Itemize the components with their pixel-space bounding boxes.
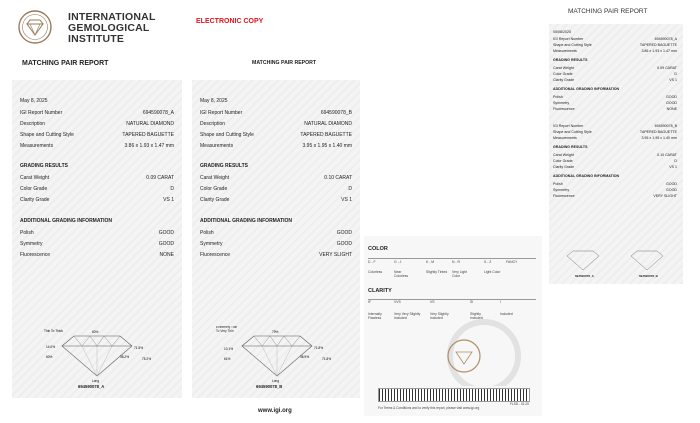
form-code: FLSD - 01.20 xyxy=(510,402,529,406)
color-scale-line xyxy=(368,258,536,259)
report-a-description-label: Description xyxy=(20,121,46,127)
right-b-color: D xyxy=(674,159,677,163)
report-b-panel xyxy=(192,80,360,398)
color-grade-1: D - F xyxy=(368,260,376,264)
right-a-report-label: IGI Report Number xyxy=(553,37,584,41)
right-b-clarity: VS 1 xyxy=(669,165,677,169)
matching-pair-title: MATCHING PAIR REPORT xyxy=(22,60,109,67)
report-a-number-label: IGI Report Number xyxy=(20,110,63,116)
right-b-meas-label: Measurements xyxy=(553,136,577,140)
website-link[interactable]: www.igi.org xyxy=(258,408,292,414)
clarity-grade-5: I xyxy=(500,300,501,304)
color-desc-4: Very Light Color xyxy=(452,270,468,278)
report-b-girdle-note: Extremely Thin To Very Thin xyxy=(216,326,238,333)
report-a-polish: GOOD xyxy=(158,230,174,236)
report-b-pct6: 71.8% xyxy=(322,357,332,361)
right-a-report: 694590078_A xyxy=(654,37,677,41)
report-a-polish-label: Polish xyxy=(20,230,34,236)
brand-line-2: GEMOLOGICAL xyxy=(68,22,150,34)
report-a-shape-label: Shape and Cutting Style xyxy=(20,132,74,138)
report-b-fluorescence-label: Fluorescence xyxy=(200,252,231,258)
report-b-carat: 0.10 CARAT xyxy=(324,175,352,181)
report-a-clarity-label: Clarity Grade xyxy=(20,197,50,203)
clarity-desc-4: Slightly Included xyxy=(470,312,483,320)
clarity-desc-5: Included xyxy=(500,312,513,316)
clarity-desc-1: Internally Flawless xyxy=(368,312,382,320)
clarity-grade-2: VVS xyxy=(394,300,401,304)
report-b-number: 694590078_B xyxy=(320,110,352,116)
right-a-carat: 0.09 CARAT xyxy=(657,66,677,70)
right-a-sym: GOOD xyxy=(666,101,677,105)
report-a-proportion-diagram xyxy=(42,324,152,386)
report-a-symmetry: GOOD xyxy=(158,241,174,247)
right-a-carat-label: Carat Weight xyxy=(553,66,574,70)
clarity-grade-3: VS xyxy=(430,300,435,304)
report-a-color: D xyxy=(170,186,174,192)
right-b-report-label: IGI Report Number xyxy=(553,124,584,128)
barcode xyxy=(378,388,530,402)
report-a-carat: 0.09 CARAT xyxy=(146,175,174,181)
igi-seal-icon xyxy=(434,306,534,386)
right-a-flu: NONE xyxy=(666,107,677,111)
right-b-clarity-label: Clarity Grade xyxy=(553,165,575,169)
right-b-flu: VERY SLIGHT xyxy=(653,194,677,198)
right-copy-title: MATCHING PAIR REPORT xyxy=(568,8,648,15)
report-a-carat-label: Carat Weight xyxy=(20,175,50,181)
right-b-meas: 3.95 x 1.95 x 1.40 mm xyxy=(641,136,677,140)
right-b-carat: 0.10 CARAT xyxy=(657,153,677,157)
report-b-description-label: Description xyxy=(200,121,226,127)
right-b-color-label: Color Grade xyxy=(553,159,573,163)
report-b-polish: GOOD xyxy=(336,230,352,236)
report-a-grading-header: GRADING RESULTS xyxy=(20,163,68,169)
right-a-additional-header: ADDITIONAL GRADING INFORMATION xyxy=(553,87,620,91)
report-a-symmetry-label: Symmetry xyxy=(20,241,43,247)
brand-line-1: INTERNATIONAL xyxy=(68,11,156,23)
right-b-carat-label: Carat Weight xyxy=(553,153,574,157)
color-desc-1: Colorless xyxy=(368,270,383,274)
certificate-sheet xyxy=(6,4,547,418)
right-a-clarity: VS 1 xyxy=(669,78,677,82)
right-a-meas-label: Measurements xyxy=(553,49,577,53)
color-desc-2: Near Colorless xyxy=(394,270,409,278)
right-b-report: 694590078_B xyxy=(654,124,677,128)
clarity-desc-3: Very Slightly Included xyxy=(430,312,449,320)
report-a-pct2: 71.5% xyxy=(134,346,144,350)
report-a-measurements-label: Measurements xyxy=(20,143,54,149)
right-a-sym-label: Symmetry xyxy=(553,101,570,105)
report-b-clarity: VS 1 xyxy=(341,197,352,203)
clarity-desc-2: Very Very Slightly Included xyxy=(394,312,421,320)
report-b-polish-label: Polish xyxy=(200,230,214,236)
report-a-pct1: 60% xyxy=(92,330,99,334)
right-b-shape-label: Shape and Cutting Style xyxy=(553,130,592,134)
report-a-diagram-caption: 694590078_A xyxy=(78,384,105,389)
report-b-date: May 8, 2025 xyxy=(200,98,228,104)
report-a-date: May 8, 2025 xyxy=(20,98,48,104)
report-a-fluorescence-label: Fluorescence xyxy=(20,252,51,258)
right-b-flu-label: Fluorescence xyxy=(553,194,575,198)
color-desc-3: Slightly Tinted xyxy=(426,270,448,274)
report-b-color: D xyxy=(348,186,352,192)
report-a-girdle-note: Thin To Thick xyxy=(44,329,63,333)
report-b-carat-label: Carat Weight xyxy=(200,175,230,181)
right-a-polish-label: Polish xyxy=(553,95,563,99)
right-a-flu-label: Fluorescence xyxy=(553,107,575,111)
report-b-shape-label: Shape and Cutting Style xyxy=(200,132,254,138)
report-a-description: NATURAL DIAMOND xyxy=(126,121,174,127)
report-a-fluorescence: NONE xyxy=(159,252,174,258)
report-b-number-label: IGI Report Number xyxy=(200,110,243,116)
report-b-additional-header: ADDITIONAL GRADING INFORMATION xyxy=(200,218,293,224)
right-a-polish: GOOD xyxy=(666,95,677,99)
color-grade-3: K - M xyxy=(426,260,435,264)
right-b-sym: GOOD xyxy=(666,188,677,192)
brand-line-3: INSTITUTE xyxy=(68,33,125,45)
scales-panel xyxy=(364,236,542,416)
report-a-long: Long xyxy=(92,379,100,383)
color-scale-title: COLOR xyxy=(368,246,388,252)
clarity-grade-1: IF xyxy=(368,300,372,304)
right-a-color-label: Color Grade xyxy=(553,72,573,76)
right-a-shape-label: Shape and Cutting Style xyxy=(553,43,592,47)
report-b-fluorescence: VERY SLIGHT xyxy=(319,252,352,258)
igi-logo-icon xyxy=(18,10,52,44)
right-diagrams xyxy=(559,246,677,276)
color-desc-5: Light Color xyxy=(484,270,501,274)
report-a-measurements: 3.86 x 1.93 x 1.47 mm xyxy=(124,143,174,149)
report-b-pct4: 10.1% xyxy=(224,347,234,351)
report-b-diagram-caption: 694590078_B xyxy=(256,384,283,389)
clarity-scale-title: CLARITY xyxy=(368,288,392,294)
right-b-shape: TAPERED BAGUETTE xyxy=(639,130,677,134)
report-a-additional-header: ADDITIONAL GRADING INFORMATION xyxy=(20,218,113,224)
report-a-pct4: 14.0% xyxy=(46,345,56,349)
right-cap-b: 694590078_B xyxy=(639,274,658,278)
color-grade-2: G - J xyxy=(394,260,402,264)
report-b-symmetry: GOOD xyxy=(336,241,352,247)
clarity-grade-4: SI xyxy=(470,300,474,304)
report-a-color-label: Color Grade xyxy=(20,186,48,192)
report-b-color-label: Color Grade xyxy=(200,186,228,192)
color-grade-5: S - Z xyxy=(484,260,492,264)
right-b-grading-header: GRADING RESULTS xyxy=(553,145,588,149)
right-b-sym-label: Symmetry xyxy=(553,188,570,192)
right-a-meas: 3.86 x 1.93 x 1.47 mm xyxy=(641,49,677,53)
report-a-pct3: 38.2% xyxy=(120,355,130,359)
color-grade-6: FANCY xyxy=(506,260,518,264)
report-b-measurements-label: Measurements xyxy=(200,143,234,149)
brand-name xyxy=(68,12,156,45)
report-a-panel xyxy=(12,80,182,398)
right-a-shape: TAPERED BAGUETTE xyxy=(639,43,677,47)
report-a-number: 694590078_A xyxy=(142,110,174,116)
right-b-additional-header: ADDITIONAL GRADING INFORMATION xyxy=(553,174,620,178)
report-b-proportion-diagram xyxy=(216,324,336,386)
right-b-polish: GOOD xyxy=(666,182,677,186)
report-a-shape: TAPERED BAGUETTE xyxy=(122,132,174,138)
report-b-clarity-label: Clarity Grade xyxy=(200,197,230,203)
report-b-pct1: 79% xyxy=(272,330,279,334)
report-b-long: Long xyxy=(272,379,280,383)
electronic-copy-stamp: ELECTRONIC COPY xyxy=(196,18,264,25)
report-a-pct6: 75.2% xyxy=(142,357,152,361)
right-b-polish-label: Polish xyxy=(553,182,563,186)
matching-pair-title-small: MATCHING PAIR REPORT xyxy=(252,60,317,66)
report-b-pct3: 38.9% xyxy=(300,355,310,359)
report-b-pct5: 61% xyxy=(224,357,231,361)
right-a-clarity-label: Clarity Grade xyxy=(553,78,575,82)
report-a-pct5: 60% xyxy=(46,355,53,359)
report-b-shape: TAPERED BAGUETTE xyxy=(300,132,352,138)
report-b-grading-header: GRADING RESULTS xyxy=(200,163,248,169)
report-b-description: NATURAL DIAMOND xyxy=(304,121,352,127)
right-copy-panel xyxy=(549,24,683,284)
right-a-grading-header: GRADING RESULTS xyxy=(553,58,588,62)
report-b-pct2: 71.8% xyxy=(314,346,324,350)
color-grade-4: N - R xyxy=(452,260,460,264)
report-a-clarity: VS 1 xyxy=(163,197,174,203)
report-b-measurements: 3.95 x 1.95 x 1.40 mm xyxy=(302,143,352,149)
terms-text: For Terms & Conditions and to verify this report, please visit www.igi.org xyxy=(378,406,480,410)
right-a-color: D xyxy=(674,72,677,76)
right-date: 05/08/2025 xyxy=(553,30,571,34)
report-b-symmetry-label: Symmetry xyxy=(200,241,223,247)
right-cap-a: 694590078_A xyxy=(575,274,594,278)
